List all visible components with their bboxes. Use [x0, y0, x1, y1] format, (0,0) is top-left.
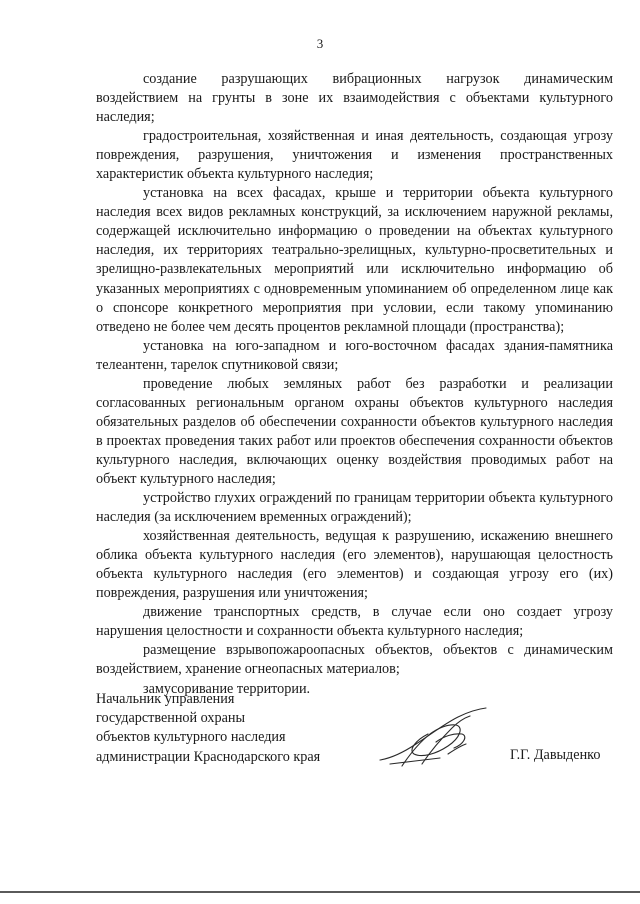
signatory-title-line: объектов культурного наследия [96, 729, 286, 746]
paragraph: проведение любых земляных работ без разработки и реализации согласованных региональным органом охраны объектов культурного наследия обязательных разделов об обеспечении сохранности объектов культурного наследия в проектах проведения таких работ или проектов обеспечения сохранности объектов культурного наследия, включающих оценку воздействия проводимых работ на объект культурного наследия; [96, 375, 613, 487]
signatory-title-line: администрации Краснодарского края [96, 748, 321, 765]
handwritten-signature [378, 706, 490, 772]
signatory-title-line: государственной охраны [96, 710, 246, 727]
paragraph: замусоривание территории. [143, 680, 311, 697]
signatory-title [96, 690, 356, 767]
paragraph: устройство глухих ограждений по границам территории объекта культурного наследия (за исключением временных ограждений); [96, 490, 613, 526]
paragraph: создание разрушающих вибрационных нагрузок динамическим воздействием на грунты в зоне их взаимодействия с объектами культурного наследия; [96, 71, 613, 126]
paragraph: хозяйственная деятельность, ведущая к разрушению, искажению внешнего облика объекта культурного наследия (его элементов), нарушающая целостность объекта культурного наследия (его элементов) и создающая угрозу его (их) повреждения, разрушения или уничтожения; [96, 528, 613, 602]
body-text [96, 70, 613, 699]
signatory-name: Г.Г. Давыденко [510, 747, 601, 763]
paragraph: установка на всех фасадах, крыше и территории объекта культурного наследия всех видов рекламных конструкций, за исключением наружной рекламы, содержащей исключительно информацию о проведении на объектах культурного наследия, их территориях театрально-зрелищных, культурно-просветительных и зрелищно-развлекательных мероприятий или исключительно информацию об указанных мероприятиях с одновременным упоминанием об определенном лице как о спонсоре конкретного мероприятия при условии, если такому упоминанию отведено не более чем десять процентов рекламной площади (пространства); [96, 185, 613, 335]
bottom-divider [0, 891, 640, 893]
paragraph: размещение взрывопожароопасных объектов, объектов с динамическим воздействием, хранение огнеопасных материалов; [96, 642, 613, 678]
paragraph: установка на юго-западном и юго-восточном фасадах здания-памятника телеантенн, тарелок спутниковой связи; [96, 337, 613, 373]
signatory-title-line: Начальник управления [96, 691, 235, 707]
page-number: 3 [316, 36, 324, 51]
paragraph: движение транспортных средств, в случае если оно создает угрозу нарушения целостности и сохранности объекта культурного наследия; [96, 604, 613, 640]
paragraph: градостроительная, хозяйственная и иная деятельность, создающая угрозу повреждения, разрушения, уничтожения и изменения пространственных характеристик объекта культурного наследия; [96, 128, 613, 183]
